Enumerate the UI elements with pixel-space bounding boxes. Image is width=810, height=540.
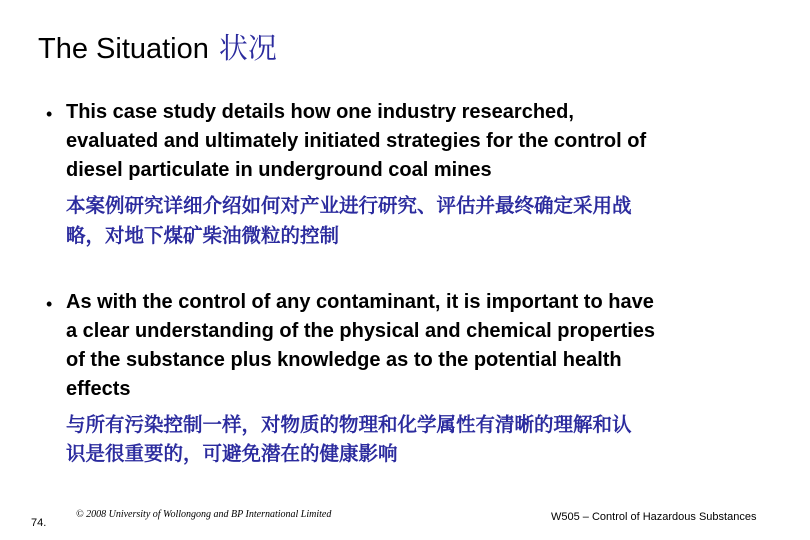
bullet-1-zh-line: 略，对地下煤矿柴油微粒的控制 xyxy=(66,224,340,247)
title-english: The Situation xyxy=(38,33,209,65)
bullet-1-zh-line: 本案例研究详细介绍如何对产业进行研究、评估并最终确定采用战 xyxy=(66,194,632,217)
bullet-2-en-line: As with the control of any contaminant, it is important to have xyxy=(66,291,654,313)
bullet-icon: • xyxy=(46,294,53,314)
bullet-1-en-line: evaluated and ultimately initiated strategies for the control of xyxy=(66,130,647,152)
bullet-1-en-line: diesel particulate in underground coal mines xyxy=(66,159,492,181)
title-chinese: 状况 xyxy=(218,33,277,65)
page-number: 74. xyxy=(31,517,47,529)
bullet-2-en-line: a clear understanding of the physical and chemical properties xyxy=(66,320,656,342)
bullet-2-en-line: effects xyxy=(66,378,131,400)
copyright-notice: © 2008 University of Wollongong and BP International Limited xyxy=(76,509,332,520)
bullet-1-en-line: This case study details how one industry researched, xyxy=(66,101,574,123)
bullet-2-zh-line: 识是很重要的，可避免潜在的健康影响 xyxy=(66,442,398,465)
slide-title xyxy=(38,26,277,67)
bullet-icon: • xyxy=(46,104,53,124)
course-title: W505 – Control of Hazardous Substances xyxy=(551,511,757,523)
bullet-2-zh-line: 与所有污染控制一样，对物质的物理和化学属性有清晰的理解和认 xyxy=(66,413,632,436)
bullet-2-en-line: of the substance plus knowledge as to the potential health xyxy=(66,349,622,371)
